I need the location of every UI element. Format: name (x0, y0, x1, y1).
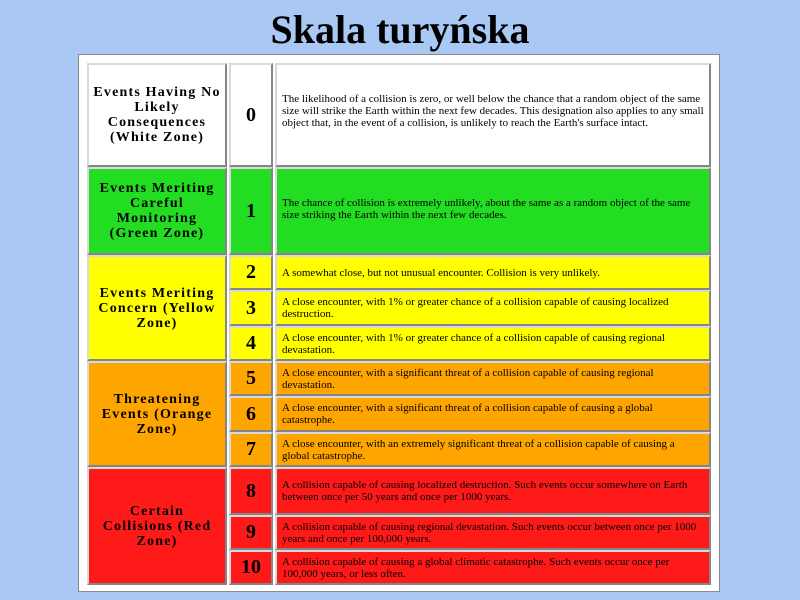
level-number: 6 (229, 396, 273, 432)
zone-label-red: Certain Collisions (Red Zone) (87, 467, 227, 585)
level-description: The chance of collision is extremely unlikely, about the same as a random object of the same size striking the Earth within the next few decades. (275, 167, 711, 255)
level-description: A close encounter, with a significant threat of a collision capable of causing regional devastation. (275, 361, 711, 396)
level-description: A collision capable of causing regional devastation. Such events occur between once per 1000 years and once per 100,000 years. (275, 515, 711, 550)
zone-label-green: Events Meriting Careful Monitoring (Green Zone) (87, 167, 227, 255)
slide-title: Skala turyńska (270, 7, 530, 52)
zone-label-orange: Threatening Events (Orange Zone) (87, 361, 227, 467)
level-description: A close encounter, with 1% or greater chance of a collision capable of causing regional devastation. (275, 326, 711, 361)
level-number: 5 (229, 361, 273, 396)
level-number: 1 (229, 167, 273, 255)
level-description: A close encounter, with an extremely significant threat of a collision capable of causing a global catastrophe. (275, 432, 711, 467)
level-number: 2 (229, 255, 273, 290)
level-description: A close encounter, with a significant threat of a collision capable of causing a global catastrophe. (275, 396, 711, 432)
level-number: 7 (229, 432, 273, 467)
level-number: 4 (229, 326, 273, 361)
level-description: A somewhat close, but not unusual encounter. Collision is very unlikely. (275, 255, 711, 290)
level-number: 10 (229, 550, 273, 585)
torino-scale-table (78, 54, 720, 592)
level-description: A collision capable of causing a global climatic catastrophe. Such events occur once per 100,000 years, or less often. (275, 550, 711, 585)
zone-label-white: Events Having No Likely Consequences (White Zone) (87, 63, 227, 167)
zone-label-yellow: Events Meriting Concern (Yellow Zone) (87, 255, 227, 361)
level-number: 3 (229, 290, 273, 326)
level-description: A collision capable of causing localized destruction. Such events occur somewhere on Earth between once per 50 years and once per 1000 years. (275, 467, 711, 515)
level-description: The likelihood of a collision is zero, or well below the chance that a random object of the same size will strike the Earth within the next few decades. This designation also applies to any small object that, in the event of a collision, is unlikely to reach the Earth's surface intact. (275, 63, 711, 167)
level-number: 8 (229, 467, 273, 515)
level-number: 0 (229, 63, 273, 167)
level-description: A close encounter, with 1% or greater chance of a collision capable of causing localized destruction. (275, 290, 711, 326)
level-number: 9 (229, 515, 273, 550)
